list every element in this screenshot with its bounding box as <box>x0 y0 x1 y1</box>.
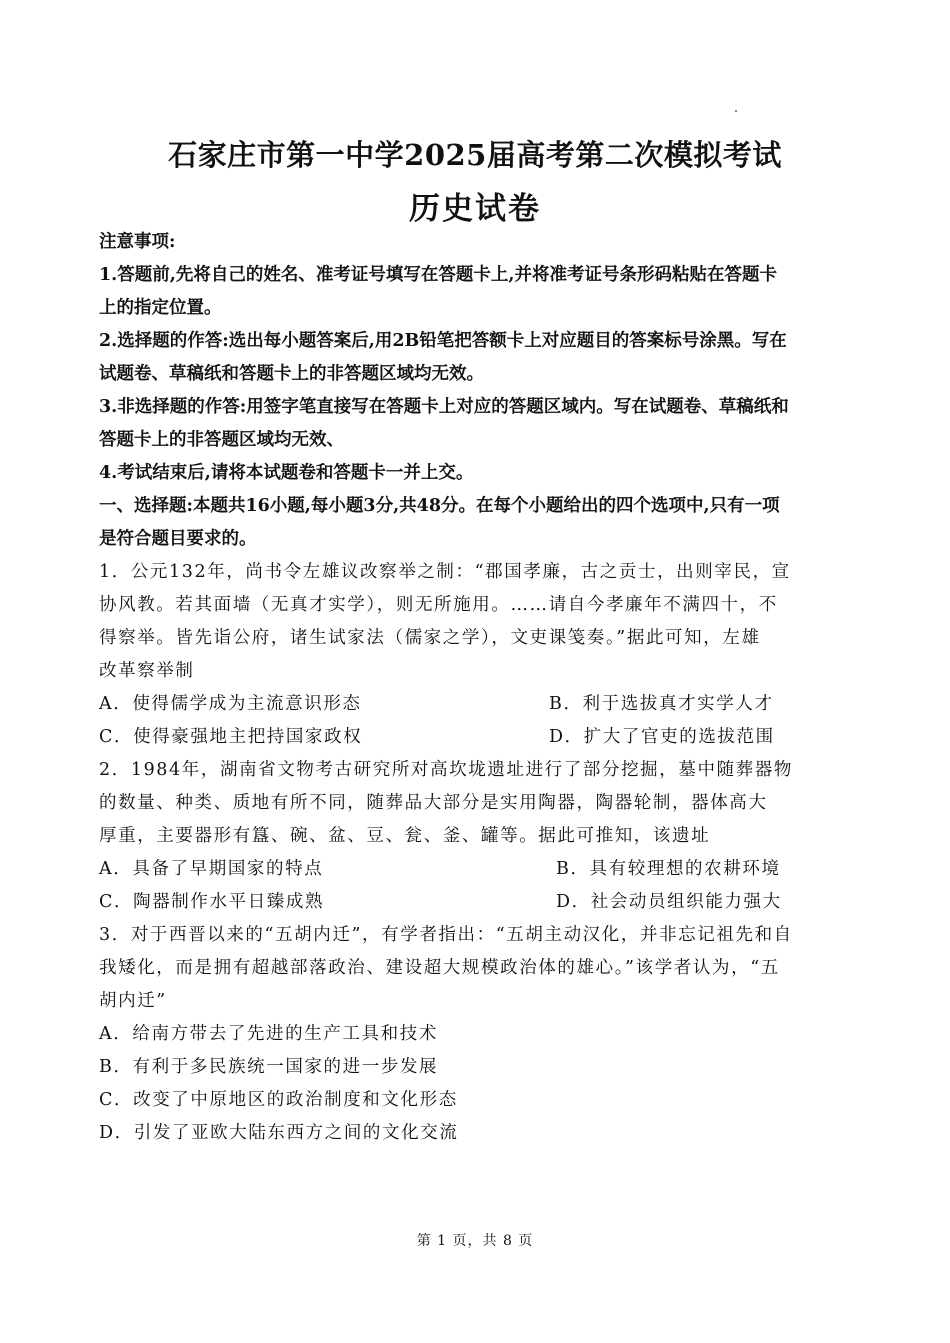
q3-stem-line: 我矮化，而是拥有超越部落政治、建设超大规模政治体的雄心。”该学者认为，“五 <box>99 958 780 978</box>
section-heading: 一、选择题:本题共16小题,每小题3分,共48分。在每个小题给出的四个选项中,只有一项 <box>99 496 780 516</box>
q2-option-b: B．具有较理想的农耕环境 <box>556 859 781 879</box>
q3-stem-line: 胡内迁” <box>99 991 167 1011</box>
page-footer: 第 1 页，共 8 页 <box>416 1233 534 1249</box>
q1-option-c: C．使得豪强地主把持国家政权 <box>99 727 363 747</box>
subject-title: 历史试卷 <box>409 191 541 227</box>
notice-item-3: 3.非选择题的作答:用签字笔直接写在答题卡上对应的答题区域内。写在试题卷、草稿纸和 <box>99 397 789 417</box>
exam-title: 石家庄市第一中学2025届高考第二次模拟考试 <box>168 138 782 172</box>
q3-option-b: B．有利于多民族统一国家的进一步发展 <box>99 1057 439 1077</box>
scan-speck <box>735 110 737 112</box>
q3-option-d: D．引发了亚欧大陆东西方之间的文化交流 <box>99 1123 459 1143</box>
q2-stem-line: 2．1984年，湖南省文物考古研究所对高坎垅遗址进行了部分挖掘，墓中随葬器物 <box>99 760 793 780</box>
notice-heading: 注意事项: <box>99 232 176 252</box>
notice-item-1-cont: 上的指定位置。 <box>99 298 222 318</box>
q3-stem-line: 3．对于西晋以来的“五胡内迁”，有学者指出：“五胡主动汉化，并非忘记祖先和自 <box>99 925 793 945</box>
q3-option-c: C．改变了中原地区的政治制度和文化形态 <box>99 1090 458 1110</box>
q1-option-d: D．扩大了官吏的选拔范围 <box>549 727 775 747</box>
q1-stem-line: 改革察举制 <box>99 661 195 681</box>
q1-option-a: A．使得儒学成为主流意识形态 <box>99 694 362 714</box>
notice-item-2: 2.选择题的作答:选出每小题答案后,用2B铅笔把答额卡上对应题目的答案标号涂黑。写在 <box>99 331 787 351</box>
q1-stem-line: 得察举。皆先诣公府，诸生试家法（儒家之学），文吏课笺奏。”据此可知，左雄 <box>99 628 761 648</box>
q3-option-a: A．给南方带去了先进的生产工具和技术 <box>99 1024 438 1044</box>
q1-options-row-2 <box>99 721 851 754</box>
q2-stem-line: 厚重，主要器形有簋、碗、盆、豆、瓮、釜、罐等。据此可推知，该遗址 <box>99 826 711 846</box>
notice-item-1: 1.答题前,先将自己的姓名、准考证号填写在答题卡上,并将准考证号条形码粘贴在答题卡 <box>99 265 777 285</box>
q2-stem-line: 的数量、种类、质地有所不同，随葬品大部分是实用陶器，陶器轮制，器体高大 <box>99 793 768 813</box>
section-heading-cont: 是符合题目要求的。 <box>99 529 257 549</box>
q1-stem-line: 1．公元132年，尚书令左雄议改察举之制：“郡国孝廉，古之贡士，出则宰民，宣 <box>99 562 791 582</box>
q1-option-b: B．利于选拔真才实学人才 <box>549 694 774 714</box>
q1-stem-line: 协风教。若其面墙（无真才实学），则无所施用。……请自今孝廉年不满四十，不 <box>99 595 778 615</box>
q2-option-c: C．陶器制作水平日臻成熟 <box>99 892 325 912</box>
notice-item-3-cont: 答题卡上的非答题区域均无效、 <box>99 430 344 450</box>
q2-option-a: A．具备了早期国家的特点 <box>99 859 324 879</box>
notice-item-4: 4.考试结束后,请将本试题卷和答题卡一并上交。 <box>99 463 474 483</box>
q2-options-row-1 <box>99 853 851 886</box>
notice-item-2-cont: 试题卷、草稿纸和答题卡上的非答题区域均无效。 <box>99 364 484 384</box>
q1-options-row-1 <box>99 688 851 721</box>
q2-option-d: D．社会动员组织能力强大 <box>556 892 782 912</box>
exam-content <box>99 226 851 1150</box>
q2-options-row-2 <box>99 886 851 919</box>
